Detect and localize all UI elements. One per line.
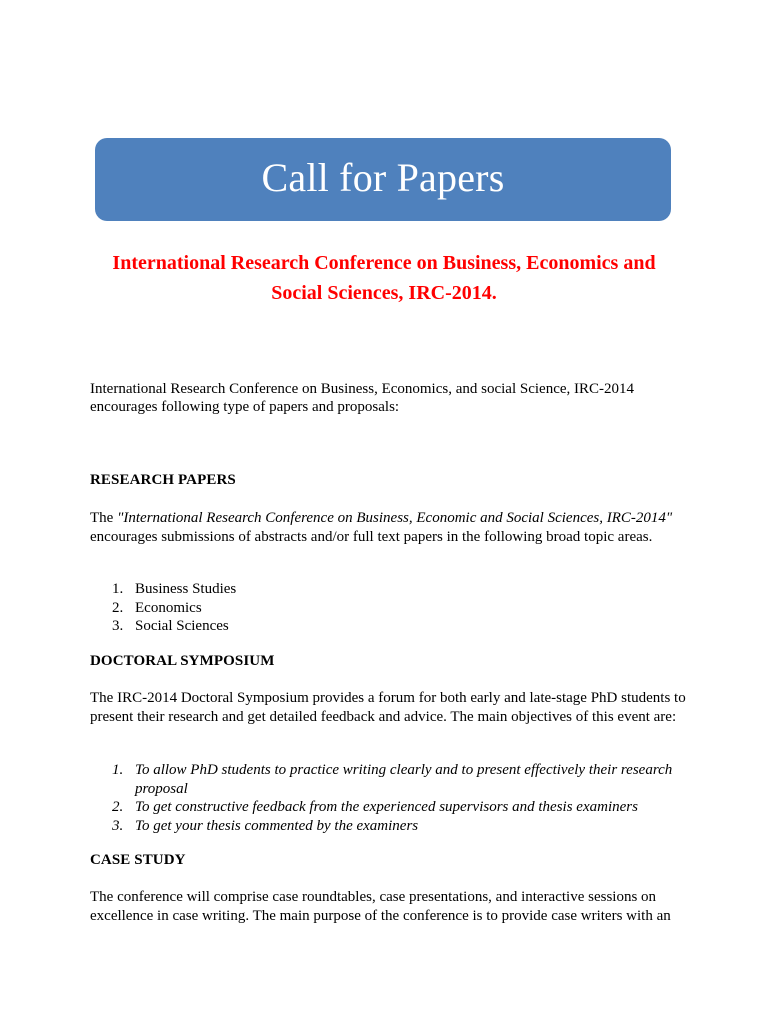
research-papers-paragraph <box>90 509 690 546</box>
doctoral-objective-item-text: To get constructive feedback from the experienced supervisors and thesis examiners <box>135 799 638 815</box>
doctoral-objective-item-number: 2. <box>112 799 124 815</box>
intro-paragraph <box>90 380 690 416</box>
doctoral-objective-item <box>90 817 690 836</box>
doctoral-symposium-paragraph: The IRC-2014 Doctoral Symposium provides a forum for both early and late-stage PhD students to present their research and get detailed feedback and advice. The main objectives of this event are: <box>90 690 686 725</box>
doctoral-symposium-heading: DOCTORAL SYMPOSIUM <box>90 653 275 669</box>
research-topic-item <box>90 599 690 618</box>
research-papers-heading: RESEARCH PAPERS <box>90 472 236 488</box>
research-topics-list <box>90 580 690 636</box>
doctoral-objective-item-number: 3. <box>112 817 124 834</box>
research-topic-item-text: Economics <box>135 599 202 616</box>
doctoral-objective-item-text: To get your thesis commented by the examiners <box>135 817 419 834</box>
research-topic-item-text: Business Studies <box>135 581 237 597</box>
conference-title <box>60 248 708 308</box>
doctoral-objective-item <box>90 761 690 798</box>
research-papers-para-suffix: encourages submissions of abstracts and/or full text papers in the following broad topic areas. <box>90 528 653 545</box>
case-study-heading: CASE STUDY <box>90 852 186 868</box>
doctoral-objectives-list <box>90 761 690 835</box>
research-topic-item-text: Social Sciences <box>135 618 229 634</box>
doctoral-objective-item <box>90 798 690 817</box>
intro-line-1: International Research Conference on Business, Economics, and social Science, IRC-2014 <box>90 381 635 397</box>
intro-line-2: encourages following type of papers and proposals: <box>90 399 400 415</box>
conference-title-line-2: Social Sciences, IRC-2014. <box>271 282 497 304</box>
research-papers-conference-name: "International Research Conference on Business, Economic and Social Sciences, IRC-2014" <box>117 510 673 526</box>
case-study-paragraph: The conference will comprise case roundtables, case presentations, and interactive sessions on excellence in case writing. The main purpose of the conference is to provide case writers with an <box>90 889 671 924</box>
call-for-papers-banner <box>95 138 671 221</box>
research-topic-item-number: 3. <box>112 618 124 634</box>
research-topic-item <box>90 580 690 599</box>
conference-title-line-1: International Research Conference on Business, Economics and <box>112 252 656 274</box>
banner-title: Call for Papers <box>261 155 505 200</box>
research-topic-item-number: 2. <box>112 599 124 616</box>
doctoral-objective-item-text: To allow PhD students to practice writing clearly and to present effectively their research proposal <box>135 762 673 797</box>
research-papers-para-prefix: The <box>90 510 118 526</box>
research-topic-item-number: 1. <box>112 581 124 597</box>
research-topic-item <box>90 617 690 636</box>
doctoral-objective-item-number: 1. <box>112 762 124 778</box>
